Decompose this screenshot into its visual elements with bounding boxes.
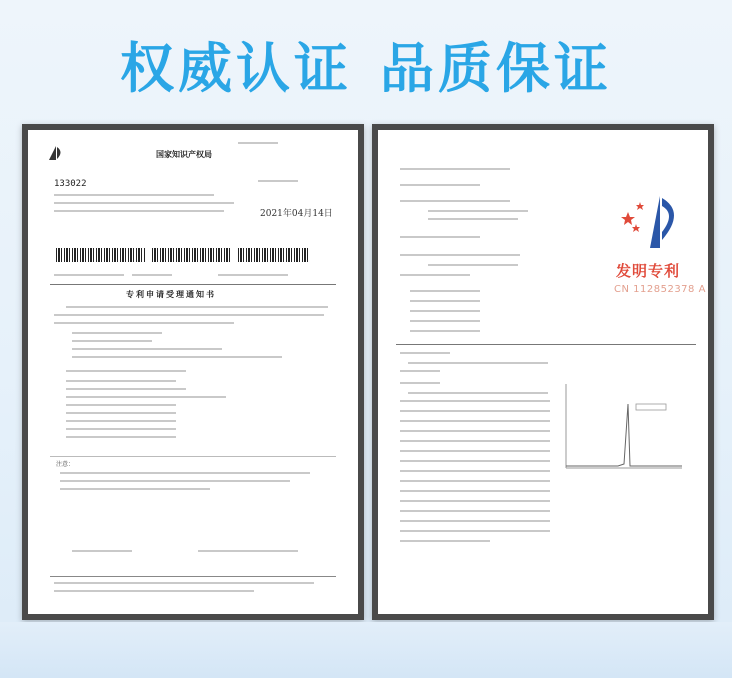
patent-publication-document — [378, 130, 708, 614]
barcode-right — [238, 248, 308, 262]
date-stamp: 2021年04月14日 — [260, 209, 333, 219]
headline — [0, 24, 732, 104]
headline-quality: 品质保证 — [380, 36, 612, 100]
invention-patent-logo-icon — [614, 190, 696, 256]
office-name: 国家知识产权局 — [156, 149, 212, 159]
barcode-left — [56, 248, 146, 262]
right-certificate-frame — [372, 124, 714, 620]
document-code: 133022 — [54, 179, 87, 189]
invention-patent-label: 发明专利 — [616, 262, 681, 280]
headline-authority: 权威认证 — [120, 36, 352, 100]
cnipa-logo-icon — [46, 144, 66, 164]
patent-number: CN 112852378 A — [614, 284, 706, 295]
bottom-band — [0, 622, 732, 678]
notice-title: 专利申请受理通知书 — [126, 289, 216, 299]
remark-label: 注意： — [56, 461, 75, 468]
acceptance-notice-document — [28, 130, 358, 614]
chromatogram-figure — [558, 380, 688, 480]
barcode-middle — [152, 248, 232, 262]
left-certificate-frame — [22, 124, 364, 620]
